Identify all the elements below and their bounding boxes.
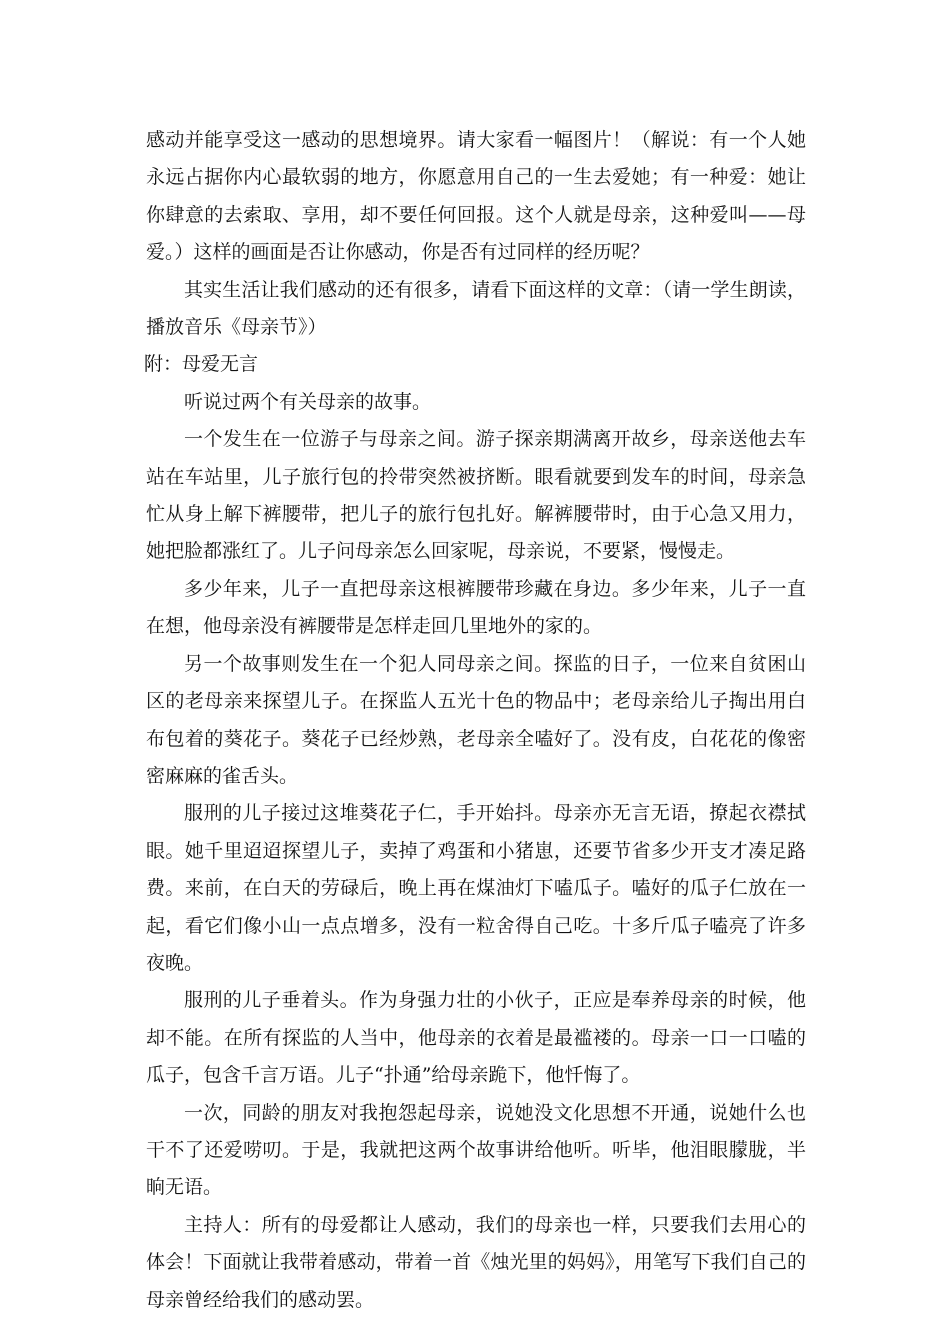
paragraph-transition: 其实生活让我们感动的还有很多，请看下面这样的文章：（请一学生朗读，播放音乐《母亲节》） (146, 278, 806, 339)
paragraph-intro: 感动并能享受这一感动的思想境界。请大家看一幅图片！（解说：有一个人她永远占据你内心最软弱的地方，你愿意用自己的一生去爱她；有一种爱：她让你肆意的去索取、享用，却不要任何回报。这个人就是母亲，这种爱叫——母爱。）这样的画面是否让你感动，你是否有过同样的经历呢？ (146, 129, 806, 264)
paragraph-story-one: 一个发生在一位游子与母亲之间。游子探亲期满离开故乡，母亲送他去车站在车站里，儿子旅行包的拎带突然被挤断。眼看就要到发车的时间，母亲急忙从身上解下裤腰带，把儿子的旅行包扎好。解裤腰带时，由于心急又用力，她把脸都涨红了。儿子问母亲怎么回家呢，母亲说，不要紧，慢慢走。 (146, 428, 806, 563)
document-body (146, 122, 806, 1319)
paragraph-story-one-ending: 多少年来，儿子一直把母亲这根裤腰带珍藏在身边。多少年来，儿子一直在想，他母亲没有裤腰带是怎样走回几里地外的家的。 (146, 577, 806, 638)
paragraph-story-two-detail: 服刑的儿子接过这堆葵花子仁，手开始抖。母亲亦无言无语，撩起衣襟拭眼。她千里迢迢探望儿子，卖掉了鸡蛋和小猪崽，还要节省多少开支才凑足路费。来前，在白天的劳碌后，晚上再在煤油灯下嗑瓜子。嗑好的瓜子仁放在一起，看它们像小山一点点增多，没有一粒舍得自己吃。十多斤瓜子嗑亮了许多夜晚。 (146, 802, 806, 974)
appendix-heading: 附：母爱无言 (144, 353, 259, 376)
paragraph-story-two: 另一个故事则发生在一个犯人同母亲之间。探监的日子，一位来自贫困山区的老母亲来探望儿子。在探监人五光十色的物品中；老母亲给儿子掏出用白布包着的葵花子。葵花子已经炒熟，老母亲全嗑好了。没有皮，白花花的像密密麻麻的雀舌头。 (146, 652, 806, 787)
paragraph-host: 主持人：所有的母爱都让人感动，我们的母亲也一样，只要我们去用心的体会！下面就让我带着感动，带着一首《烛光里的妈妈》，用笔写下我们自己的母亲曾经给我们的感动罢。 (146, 1213, 806, 1311)
paragraph-story-two-ending: 服刑的儿子垂着头。作为身强力壮的小伙子，正应是奉养母亲的时候，他却不能。在所有探监的人当中，他母亲的衣着是最褴褛的。母亲一口一口嗑的瓜子，包含千言万语。儿子“扑通”给母亲跪下，他忏悔了。 (146, 989, 806, 1087)
paragraph-story-intro: 听说过两个有关母亲的故事。 (184, 390, 432, 413)
paragraph-friend: 一次，同龄的朋友对我抱怨起母亲，说她没文化思想不开通，说她什么也干不了还爱唠叨。于是，我就把这两个故事讲给他听。听毕，他泪眼朦胧，半晌无语。 (146, 1101, 806, 1199)
